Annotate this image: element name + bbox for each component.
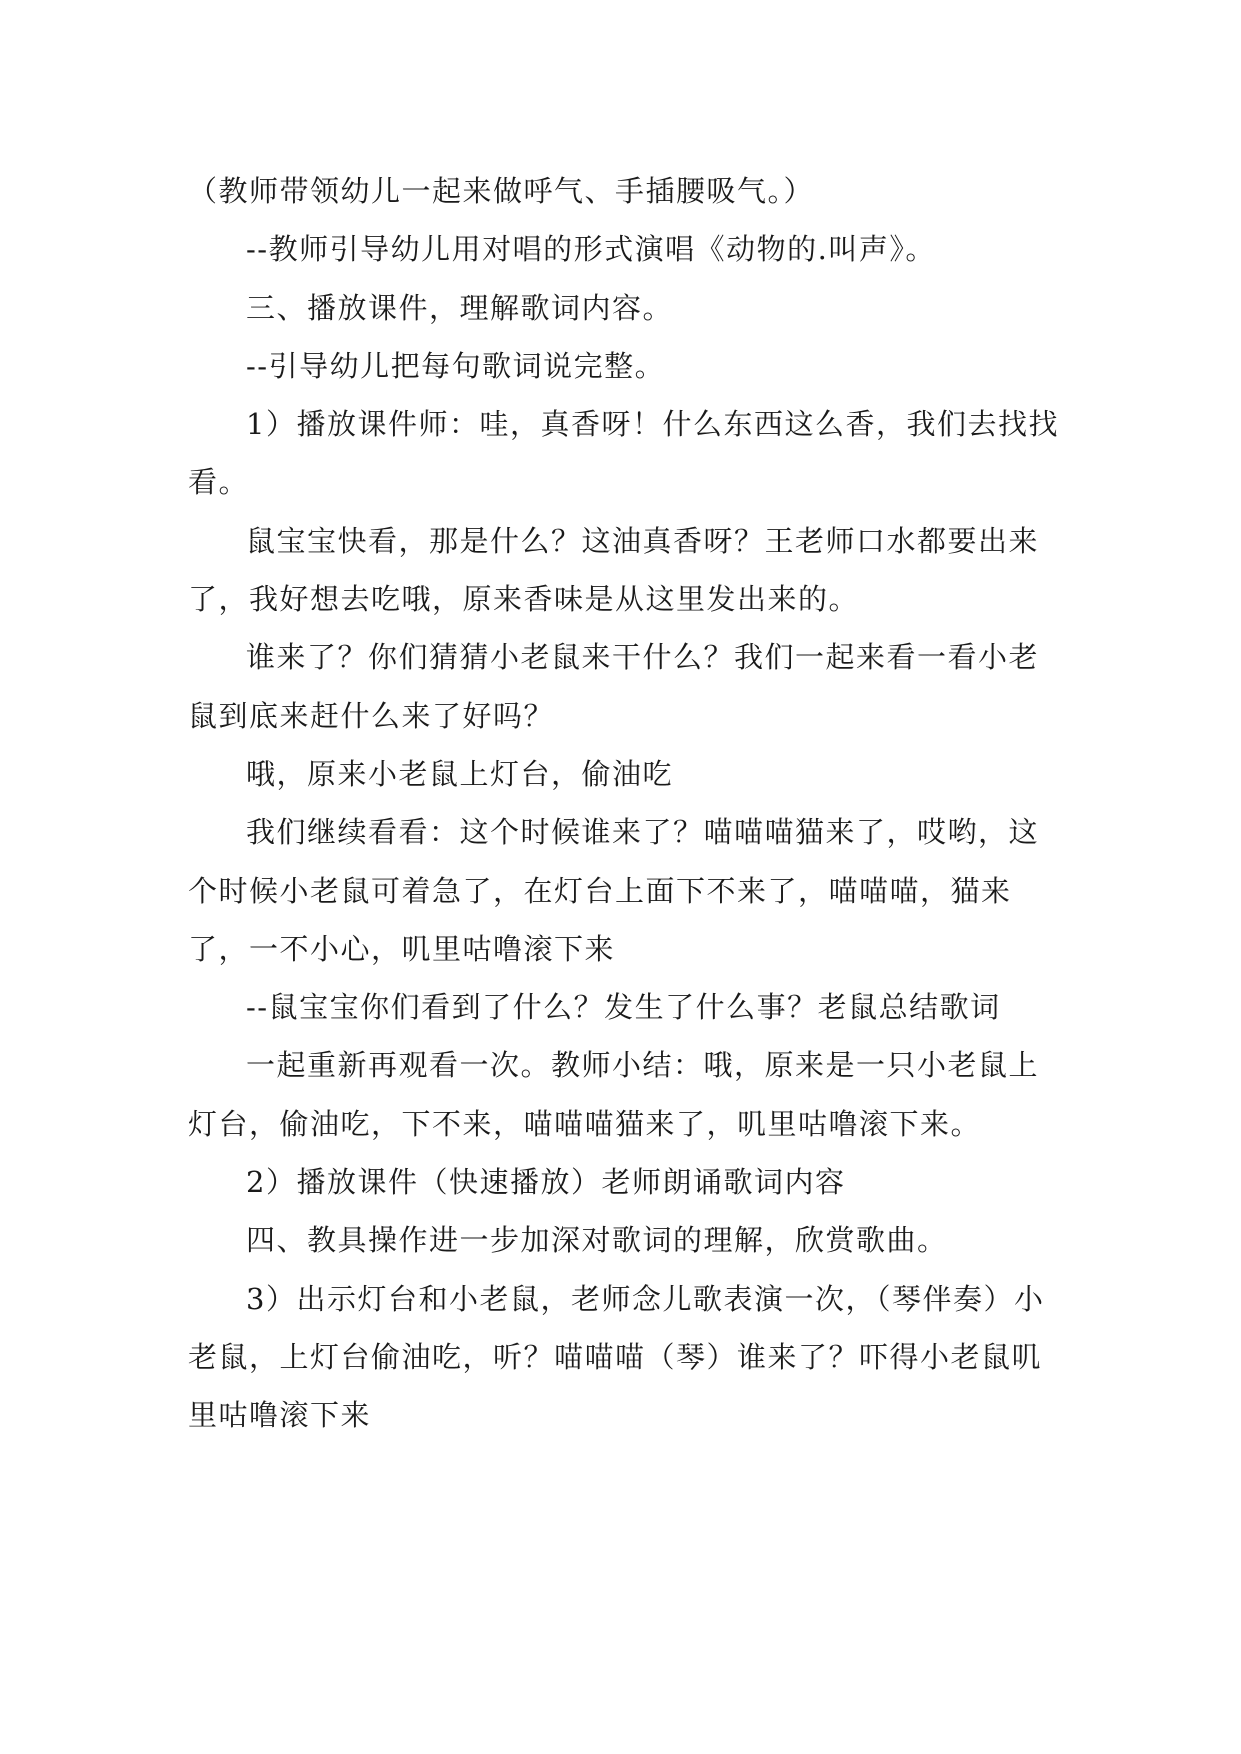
paragraph-10: --鼠宝宝你们看到了什么？发生了什么事？老鼠总结歌词 bbox=[246, 990, 1001, 1025]
paragraph-12: 2）播放课件（快速播放）老师朗诵歌词内容 bbox=[246, 1165, 846, 1200]
paragraph-2: --教师引导幼儿用对唱的形式演唱《动物的.叫声》。 bbox=[246, 232, 936, 267]
paragraph-11: 一起重新再观看一次。教师小结：哦，原来是一只小老鼠上灯台，偷油吃，下不来，喵喵喵猫来了，叽里咕噜滚下来。 bbox=[188, 1048, 1040, 1141]
paragraph-5: 1）播放课件师：哇，真香呀！什么东西这么香，我们去找找看。 bbox=[188, 407, 1059, 500]
paragraph-3: 三、播放课件，理解歌词内容。 bbox=[246, 290, 674, 325]
paragraph-8: 哦，原来小老鼠上灯台，偷油吃 bbox=[246, 756, 674, 791]
paragraph-6: 鼠宝宝快看，那是什么？这油真香呀？王老师口水都要出来了，我好想去吃哦，原来香味是从这里发出来的。 bbox=[188, 523, 1040, 617]
paragraph-13: 四、教具操作进一步加深对歌词的理解，欣赏歌曲。 bbox=[246, 1223, 948, 1258]
document-body bbox=[188, 162, 1068, 1445]
paragraph-9: 我们继续看看：这个时候谁来了？喵喵喵猫来了，哎哟，这个时候小老鼠可着急了，在灯台上面下不来了，喵喵喵，猫来了，一不小心，叽里咕噜滚下来 bbox=[188, 815, 1040, 966]
paragraph-7: 谁来了？你们猜猜小老鼠来干什么？我们一起来看一看小老鼠到底来赶什么来了好吗？ bbox=[188, 640, 1040, 733]
paragraph-14: 3）出示灯台和小老鼠，老师念儿歌表演一次，（琴伴奏）小老鼠，上灯台偷油吃，听？喵喵喵（琴）谁来了？吓得小老鼠叽里咕噜滚下来 bbox=[188, 1281, 1045, 1433]
paragraph-1: （教师带领幼儿一起来做呼气、手插腰吸气。） bbox=[188, 174, 815, 208]
paragraph-4: --引导幼儿把每句歌词说完整。 bbox=[246, 348, 666, 383]
